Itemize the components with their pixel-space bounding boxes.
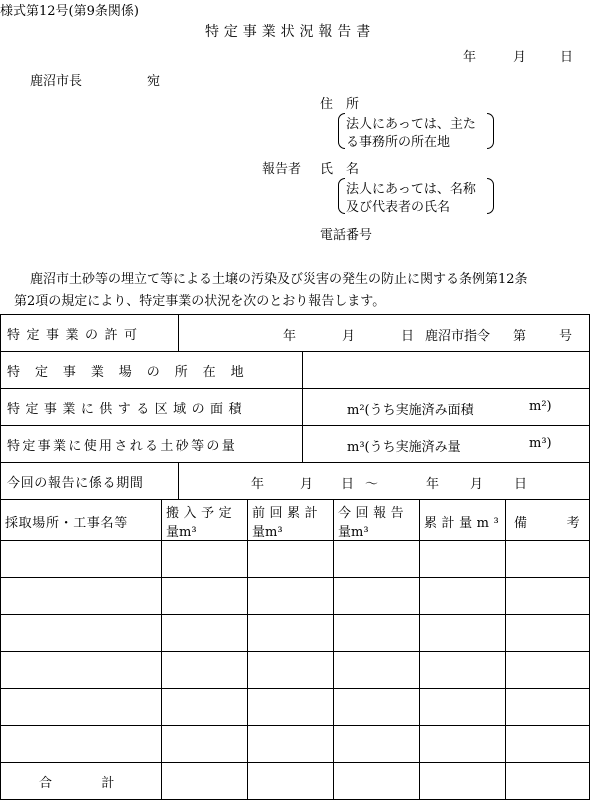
address-label: 住 所	[320, 97, 360, 112]
permit-value[interactable]	[179, 315, 590, 352]
area-text: m²(うち実施済み面積	[347, 403, 474, 418]
permit-row	[1, 315, 590, 352]
cell[interactable]	[1, 615, 162, 652]
addressee-name: 鹿沼市長	[30, 74, 83, 89]
cell[interactable]	[420, 763, 506, 800]
addressee-suffix: 宛	[147, 74, 161, 89]
location-label: 特定事業場の所在地	[1, 352, 303, 389]
cell[interactable]	[248, 615, 334, 652]
cell[interactable]	[162, 578, 248, 615]
cell[interactable]	[1, 726, 162, 763]
volume-row	[1, 426, 590, 463]
period-start-month: 月	[300, 477, 314, 492]
brace-right	[487, 178, 494, 214]
cell[interactable]	[248, 726, 334, 763]
period-end-year: 年	[426, 477, 440, 492]
cell[interactable]	[506, 689, 590, 726]
header-planned: 搬入予定 量m³	[162, 500, 248, 541]
period-row	[1, 463, 590, 500]
table-row	[1, 652, 590, 689]
cell[interactable]	[334, 652, 420, 689]
address-note-line2: る事務所の所在地	[346, 135, 451, 150]
period-value[interactable]	[179, 463, 590, 500]
cell[interactable]	[248, 578, 334, 615]
permit-number-suffix: 号	[559, 329, 573, 344]
brace-right	[487, 113, 494, 149]
header-source: 採取場所・工事名等	[1, 500, 162, 541]
info-table	[0, 314, 590, 500]
reporter-label: 報告者	[262, 162, 302, 177]
phone-label: 電話番号	[320, 228, 373, 243]
intro-line1: 鹿沼市土砂等の埋立て等による土壌の汚染及び災害の発生の防止に関する条例第12条	[30, 272, 528, 287]
page-title: 特定事業状況報告書	[205, 24, 376, 40]
cell[interactable]	[506, 578, 590, 615]
cell[interactable]	[1, 541, 162, 578]
cell[interactable]	[334, 615, 420, 652]
cell[interactable]	[162, 615, 248, 652]
cell[interactable]	[248, 763, 334, 800]
total-label: 合 計	[1, 763, 162, 800]
cell[interactable]	[334, 763, 420, 800]
period-separator: 〜	[365, 477, 379, 492]
period-end-month: 月	[470, 477, 484, 492]
date-year-label: 年	[463, 50, 477, 65]
brace-left	[338, 178, 345, 214]
permit-month: 月	[342, 329, 356, 344]
header-cumulative: 累計量m³	[420, 500, 506, 541]
cell[interactable]	[420, 578, 506, 615]
cell[interactable]	[420, 726, 506, 763]
table-row	[1, 615, 590, 652]
cell[interactable]	[506, 726, 590, 763]
cell[interactable]	[420, 615, 506, 652]
location-row	[1, 352, 590, 389]
cell[interactable]	[420, 689, 506, 726]
cell[interactable]	[334, 578, 420, 615]
area-label: 特定事業に供する区域の面積	[1, 389, 303, 426]
cell[interactable]	[162, 652, 248, 689]
cell[interactable]	[1, 689, 162, 726]
location-value[interactable]	[303, 352, 590, 389]
brace-left	[338, 113, 345, 149]
cell[interactable]	[248, 689, 334, 726]
cell[interactable]	[506, 763, 590, 800]
table-row	[1, 541, 590, 578]
permit-number-prefix: 第	[513, 329, 527, 344]
area-unit: m²)	[529, 399, 552, 414]
cell[interactable]	[248, 541, 334, 578]
cell[interactable]	[162, 541, 248, 578]
total-row	[1, 763, 590, 800]
cell[interactable]	[334, 726, 420, 763]
cell[interactable]	[334, 541, 420, 578]
form-number: 様式第12号(第9条関係)	[0, 4, 139, 19]
name-note-line1: 法人にあっては、名称	[346, 182, 476, 197]
transport-table	[0, 499, 590, 800]
period-start-year: 年	[251, 477, 265, 492]
table-row	[1, 689, 590, 726]
header-previous-total: 前回累計 量m³	[248, 500, 334, 541]
volume-value[interactable]	[303, 426, 590, 463]
cell[interactable]	[162, 763, 248, 800]
date-month-label: 月	[513, 50, 527, 65]
permit-year: 年	[283, 329, 297, 344]
cell[interactable]	[162, 689, 248, 726]
intro-line2: 第2項の規定により、特定事業の状況を次のとおり報告します。	[14, 294, 386, 309]
table-row	[1, 726, 590, 763]
header-current-report: 今回報告 量m³	[334, 500, 420, 541]
cell[interactable]	[506, 541, 590, 578]
header-remarks: 備 考	[506, 500, 590, 541]
permit-label: 特定事業の許可	[1, 315, 179, 352]
date-day-label: 日	[560, 50, 574, 65]
area-value[interactable]	[303, 389, 590, 426]
volume-unit: m³)	[529, 436, 552, 451]
address-note-line1: 法人にあっては、主た	[346, 117, 476, 132]
name-note-line2: 及び代表者の氏名	[346, 200, 451, 215]
table-row	[1, 578, 590, 615]
period-start-day: 日	[341, 477, 355, 492]
cell[interactable]	[1, 652, 162, 689]
volume-label: 特定事業に使用される土砂等の量	[1, 426, 303, 463]
period-end-day: 日	[514, 477, 528, 492]
cell[interactable]	[420, 652, 506, 689]
grid-header-row	[1, 500, 590, 541]
volume-text: m³(うち実施済み量	[347, 440, 461, 455]
cell[interactable]	[506, 615, 590, 652]
cell[interactable]	[162, 726, 248, 763]
name-label: 氏 名	[320, 162, 360, 177]
permit-day: 日	[401, 329, 415, 344]
permit-authority: 鹿沼市指令	[425, 329, 491, 344]
period-label: 今回の報告に係る期間	[1, 463, 179, 500]
cell[interactable]	[248, 652, 334, 689]
cell[interactable]	[1, 578, 162, 615]
cell[interactable]	[420, 541, 506, 578]
cell[interactable]	[506, 652, 590, 689]
area-row	[1, 389, 590, 426]
cell[interactable]	[334, 689, 420, 726]
